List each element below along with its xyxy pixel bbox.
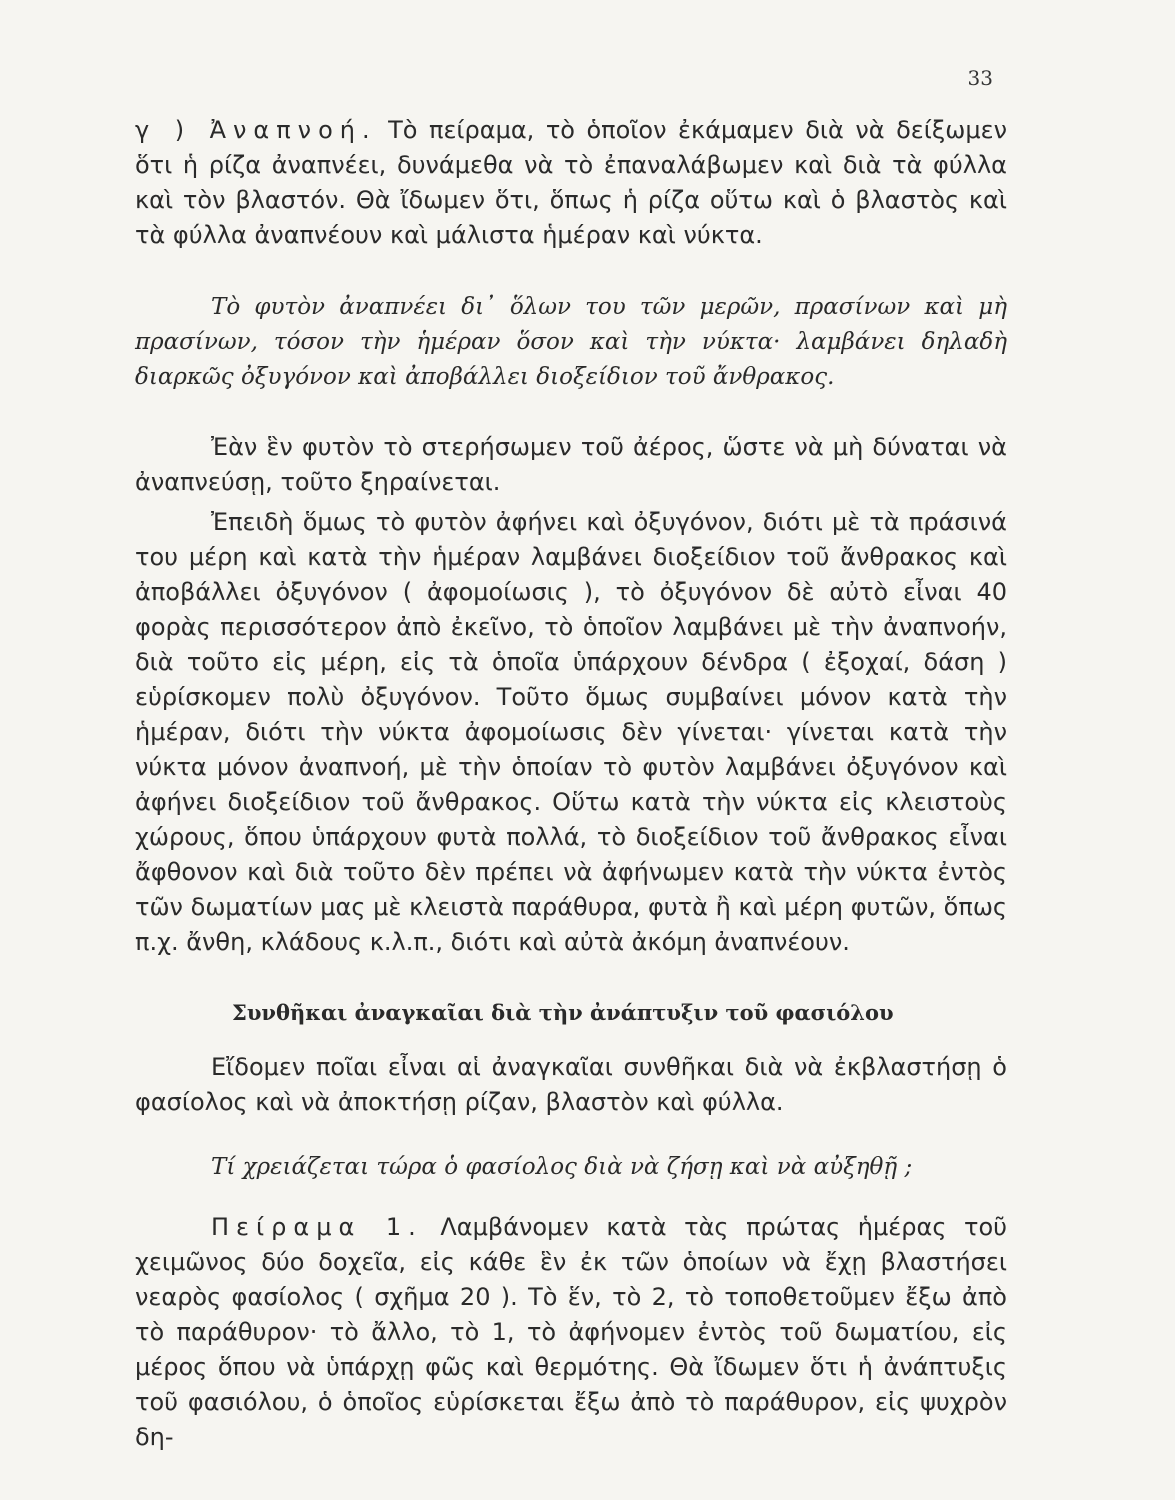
page-number: 33 [967,66,993,90]
conditions-paragraph: Εἴδομεν ποῖαι εἶναι αἱ ἀναγκαῖαι συνθῆκαι διὰ νὰ ἐκβλαστήσῃ ὁ φασίολος καὶ νὰ ἀποκτήσῃ ρίζαν, βλαστὸν καὶ φύλλα. [135,1053,1007,1116]
deprive-air-paragraph: Ἐὰν ἓν φυτὸν τὸ στερήσωμεν τοῦ ἀέρος, ὥστε νὰ μὴ δύναται νὰ ἀναπνεύσῃ, τοῦτο ξηραίνεται. [135,433,1007,496]
experiment-label: Πείραμα 1. [211,1213,423,1241]
experiment-paragraph [135,1210,1007,1455]
growth-question: Τί χρειάζεται τώρα ὁ φασίολος διὰ νὰ ζήσῃ καὶ νὰ αὐξηθῇ ; [211,1154,913,1180]
respiration-text: Τὸ πείραμα, τὸ ὁποῖον ἐκάμαμεν διὰ νὰ δείξωμεν ὅτι ἡ ρίζα ἀναπνέει, δυνάμεθα νὰ τὸ ἐπαναλάβωμεν καὶ διὰ τὰ φύλλα καὶ τὸν βλαστόν. Θὰ ἴδωμεν ὅτι, ὅπως ἡ ρίζα οὕτω καὶ ὁ βλαστὸς καὶ τὰ φύλλα ἀναπνέουν καὶ μάλιστα ἡμέραν καὶ νύκτα. [135,116,1007,249]
respiration-paragraph [135,113,1007,253]
oxygen-paragraph: Ἐπειδὴ ὅμως τὸ φυτὸν ἀφήνει καὶ ὀξυγόνον, διότι μὲ τὰ πράσινά του μέρη καὶ κατὰ τὴν ἡμέραν λαμβάνει διοξείδιον τοῦ ἄνθρακος καὶ ἀποβάλλει ὀξυγόνον ( ἀφομοίωσις ), τὸ ὀξυγόνον δὲ αὐτὸ εἶναι 40 φορὰς περισσότερον ἀπὸ ἐκεῖνο, τὸ ὁποῖον λαμβάνει μὲ τὴν ἀναπνοήν, διὰ τοῦτο εἰς μέρη, εἰς τὰ ὁποῖα ὑπάρχουν δένδρα ( ἐξοχαί, δάση ) εὑρίσκομεν πολὺ ὀξυγόνον. Τοῦτο ὅμως συμβαίνει μόνον κατὰ τὴν ἡμέραν, διότι τὴν νύκτα ἀφομοίωσις δὲν γίνεται· γίνεται κατὰ τὴν νύκτα μόνον ἀναπνοή, μὲ τὴν ὁποίαν τὸ φυτὸν λαμβάνει ὀξυγόνον καὶ ἀφήνει διοξείδιον τοῦ ἄνθρακος. Οὕτω κατὰ τὴν νύκτα εἰς κλειστοὺς χώρους, ὅπου ὑπάρχουν φυτὰ πολλά, τὸ διοξείδιον τοῦ ἄνθρακος εἶναι ἄφθονον καὶ διὰ τοῦτο δὲν πρέπει νὰ ἀφήνωμεν κατὰ τὴν νύκτα ἐντὸς τῶν δωματίων μας μὲ κλειστὰ παράθυρα, φυτὰ ἢ καὶ μέρη φυτῶν, ὅπως π.χ. ἄνθη, κλάδους κ.λ.π., διότι καὶ αὐτὰ ἀκόμη ἀναπνέουν. [135,508,1007,956]
respiration-rule: Τὸ φυτὸν ἀναπνέει δι᾿ ὅλων του τῶν μερῶν, πρασίνων καὶ μὴ πρασίνων, τόσον τὴν ἡμέραν ὅσον καὶ τὴν νύκτα· λαμβάνει δηλαδὴ διαρκῶς ὀξυγόνον καὶ ἀποβάλλει διοξείδιον τοῦ ἄνθρακος. [135,294,1007,390]
respiration-label: γ ) Ἀναπνοή. [135,116,377,144]
experiment-text: Λαμβάνομεν κατὰ τὰς πρώτας ἡμέρας τοῦ χειμῶνος δύο δοχεῖα, εἰς κάθε ἓν ἐκ τῶν ὁποίων νὰ ἔχῃ βλαστήσει νεαρὸς φασίολος ( σχῆμα 20 ). Τὸ ἕν, τὸ 2, τὸ τοποθετοῦμεν ἔξω ἀπὸ τὸ παράθυρον· τὸ ἄλλο, τὸ 1, τὸ ἀφήνομεν ἐντὸς τοῦ δωματίου, εἰς μέρος ὅπου νὰ ὑπάρχῃ φῶς καὶ θερμότης. Θὰ ἴδωμεν ὅτι ἡ ἀνάπτυξις τοῦ φασιόλου, ὁ ὁποῖος εὑρίσκεται ἔξω ἀπὸ τὸ παράθυρον, εἰς ψυχρὸν δη- [135,1213,1008,1451]
section-heading: Συνθῆκαι ἀναγκαῖαι διὰ τὴν ἀνάπτυξιν τοῦ φασιόλου [232,1000,894,1025]
